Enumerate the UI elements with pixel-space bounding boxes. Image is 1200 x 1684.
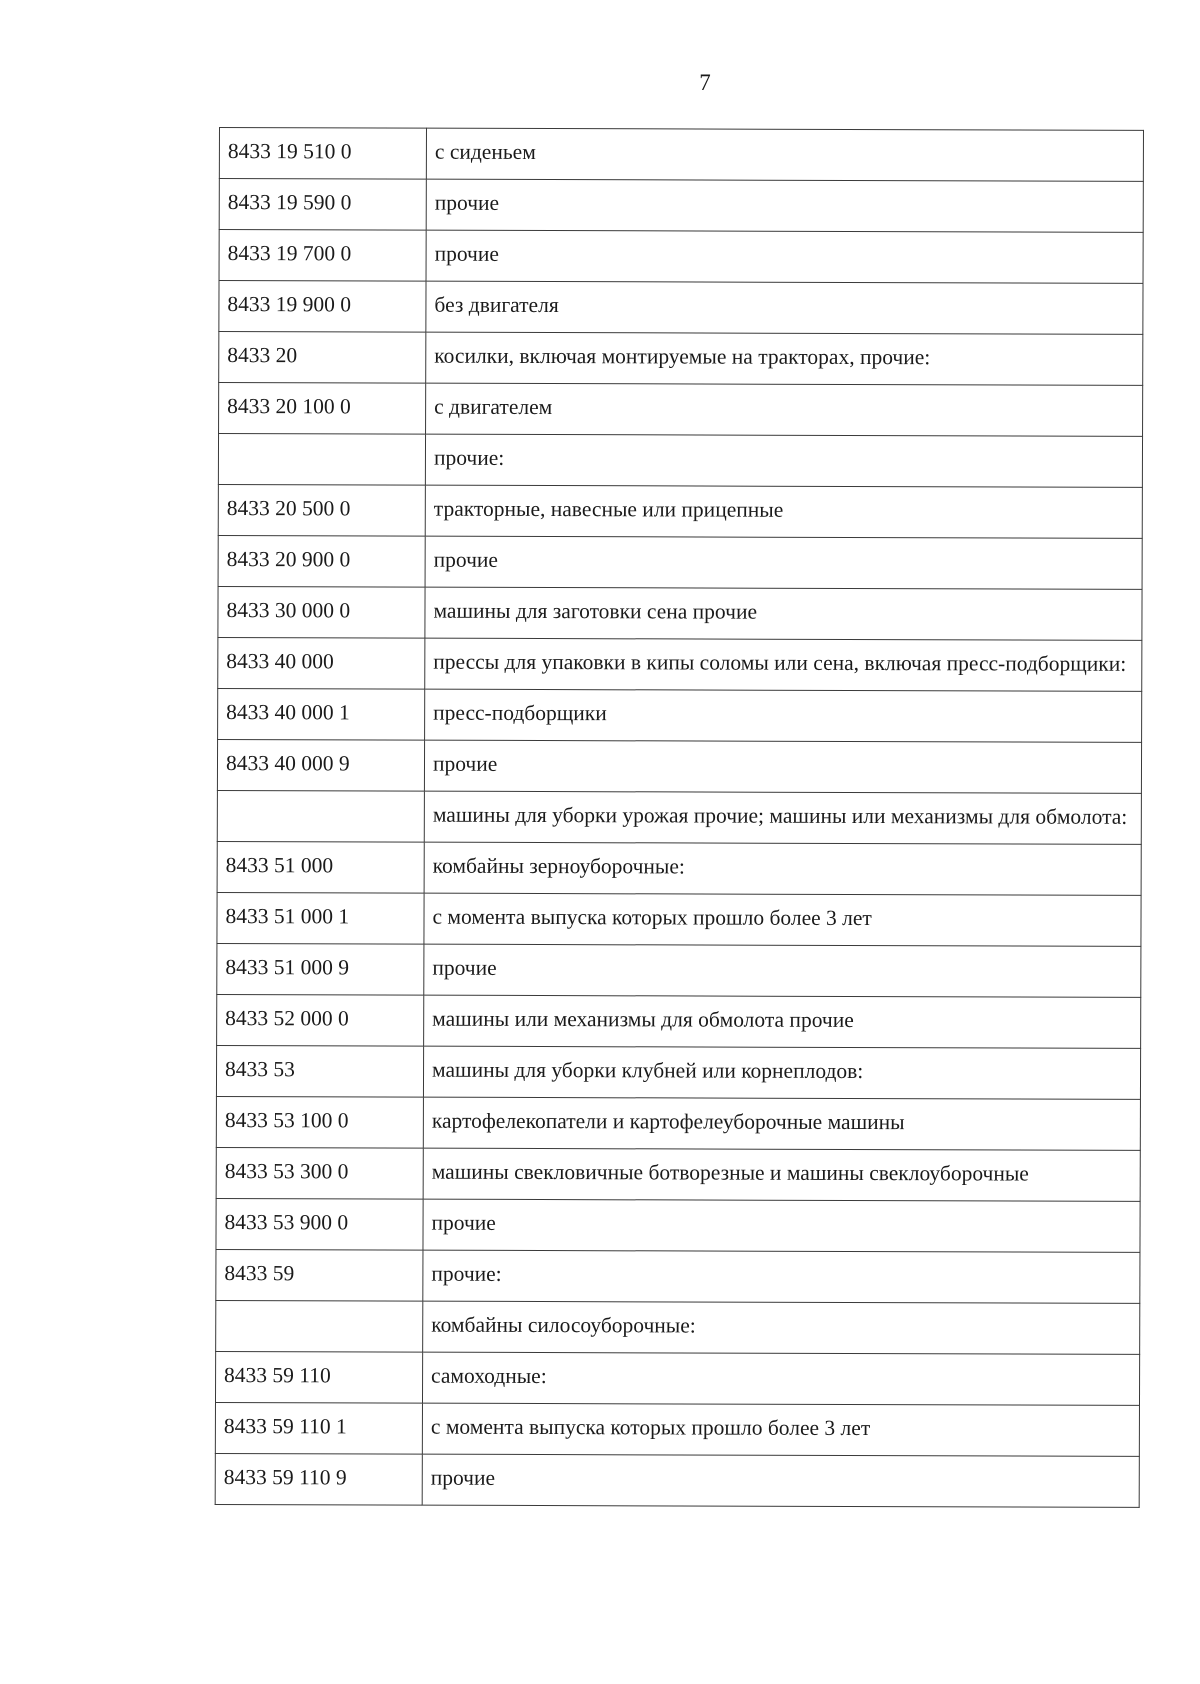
code-cell	[217, 790, 424, 842]
table-row	[219, 332, 1143, 386]
description-cell: прочие	[426, 230, 1143, 283]
code-cell: 8433 59	[216, 1249, 423, 1301]
description-cell: с двигателем	[426, 383, 1143, 436]
description-cell: тракторные, навесные или прицепные	[425, 485, 1142, 538]
table-row	[218, 586, 1142, 640]
page-number: 7	[699, 70, 711, 95]
table-row	[219, 281, 1143, 335]
table-row	[216, 1198, 1140, 1252]
table-row	[217, 892, 1141, 946]
description-cell: с сиденьем	[426, 128, 1143, 181]
table-body	[215, 128, 1143, 1508]
code-cell: 8433 19 590 0	[219, 179, 426, 231]
table-row	[217, 739, 1141, 793]
description-cell: прочие	[422, 1454, 1139, 1507]
table-row	[216, 1096, 1140, 1150]
code-cell: 8433 53 100 0	[216, 1096, 423, 1148]
table-row	[217, 994, 1141, 1048]
table-row	[219, 383, 1143, 437]
code-cell: 8433 53	[216, 1045, 423, 1097]
description-cell: машины для уборки клубней или корнеплодов:	[423, 1046, 1140, 1099]
code-cell: 8433 20	[219, 332, 426, 384]
description-cell: машины для уборки урожая прочие; машины или механизмы для обмолота:	[424, 791, 1141, 844]
description-cell: самоходные:	[422, 1352, 1139, 1405]
description-cell: картофелекопатели и картофелеуборочные машины	[423, 1097, 1140, 1150]
code-cell: 8433 20 500 0	[218, 484, 425, 536]
table-row	[216, 1045, 1140, 1099]
description-cell: с момента выпуска которых прошло более 3 лет	[422, 1403, 1139, 1456]
code-cell: 8433 59 110	[215, 1351, 422, 1403]
code-cell: 8433 59 110 1	[215, 1402, 422, 1454]
description-cell: комбайны силосоуборочные:	[423, 1301, 1140, 1354]
code-cell: 8433 52 000 0	[217, 994, 424, 1046]
code-cell: 8433 40 000 9	[217, 739, 424, 791]
description-cell: косилки, включая монтируемые на тракторах, прочие:	[426, 332, 1143, 385]
table-row	[217, 790, 1141, 844]
description-cell: машины для заготовки сена прочие	[425, 587, 1142, 640]
description-cell: пресс-подборщики	[425, 689, 1142, 742]
table-row	[216, 1249, 1140, 1303]
code-cell: 8433 51 000 9	[217, 943, 424, 995]
table-row	[215, 1351, 1139, 1405]
table-row	[215, 1402, 1139, 1456]
code-cell	[216, 1300, 423, 1352]
description-cell: прочие	[426, 179, 1143, 232]
code-cell: 8433 20 900 0	[218, 535, 425, 587]
code-cell: 8433 53 300 0	[216, 1147, 423, 1199]
code-cell: 8433 19 510 0	[219, 128, 426, 180]
table-row	[217, 841, 1141, 895]
description-cell: прессы для упаковки в кипы соломы или сена, включая пресс-подборщики:	[425, 638, 1142, 691]
code-cell: 8433 51 000	[217, 841, 424, 893]
code-cell: 8433 20 100 0	[219, 383, 426, 435]
table-row	[219, 128, 1143, 182]
description-cell: прочие	[424, 944, 1141, 997]
description-cell: машины свекловичные ботворезные и машины свеклоуборочные	[423, 1148, 1140, 1201]
description-cell: комбайны зерноуборочные:	[424, 842, 1141, 895]
description-cell: прочие	[424, 740, 1141, 793]
table-row	[218, 434, 1142, 488]
table-row	[218, 535, 1142, 589]
description-cell: прочие	[423, 1199, 1140, 1252]
code-cell: 8433 19 700 0	[219, 230, 426, 282]
code-cell: 8433 19 900 0	[219, 281, 426, 333]
table-row	[219, 230, 1143, 284]
description-cell: машины или механизмы для обмолота прочие	[424, 995, 1141, 1048]
description-cell: с момента выпуска которых прошло более 3 лет	[424, 893, 1141, 946]
table-row	[215, 1453, 1139, 1507]
code-cell: 8433 40 000	[218, 637, 425, 689]
table-row	[216, 1300, 1140, 1354]
description-cell: прочие:	[423, 1250, 1140, 1303]
table-row	[216, 1147, 1140, 1201]
description-cell: прочие:	[425, 434, 1142, 487]
table-row	[217, 943, 1141, 997]
tariff-code-table	[215, 127, 1144, 1508]
code-cell: 8433 59 110 9	[215, 1453, 422, 1505]
description-cell: без двигателя	[426, 281, 1143, 334]
table-row	[218, 484, 1142, 538]
table-row	[218, 688, 1142, 742]
table-row	[218, 637, 1142, 691]
table-row	[219, 179, 1143, 233]
description-cell: прочие	[425, 536, 1142, 589]
code-cell: 8433 30 000 0	[218, 586, 425, 638]
code-cell	[218, 434, 425, 486]
code-cell: 8433 51 000 1	[217, 892, 424, 944]
code-cell: 8433 40 000 1	[218, 688, 425, 740]
code-cell: 8433 53 900 0	[216, 1198, 423, 1250]
